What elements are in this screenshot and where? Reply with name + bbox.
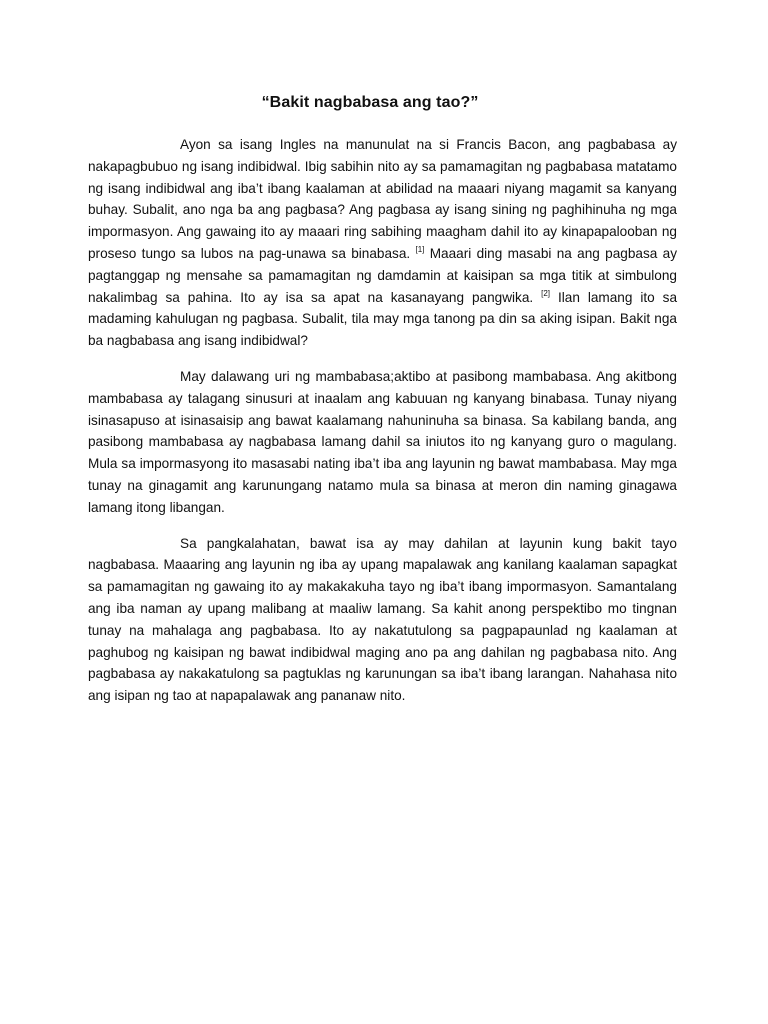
paragraph-3 [88, 533, 677, 707]
paragraph-text: Ayon sa isang Ingles na manunulat na si Francis Bacon, ang pagbabasa ay nakapagbubuo ng isang indibidwal. Ibig sabihin nito ay sa pamamagitan ng pagbabasa matatamo ng isang indibidwal ang iba’t ibang kaalaman at abilidad na maaari niyang magamit sa kanyang buhay. Subalit, ano nga ba ang pagbasa? Ang pagbasa ay isang sining ng paghihinuha ng mga impormasyon. Ang gawaing ito ay maaari ring sabihing maagham dahil ito ay kinapapalooban ng proseso tungo sa lubos na pag-unawa sa binabasa. [88, 137, 677, 261]
paragraph-text: May dalawang uri ng mambabasa;aktibo at pasibong mambabasa. Ang akitbong mambabasa ay talagang sinusuri at inaalam ang kabuuan ng kanyang binabasa. Tunay niyang isinasapuso at isinasaisip ang bawat kaalamang nahuninuha sa binasa. Sa kabilang banda, ang pasibong mambabasa ay nagbabasa lamang dahil sa iniutos ito ng kanyang guro o magulang. Mula sa impormasyong ito masasabi nating iba’t iba ang layunin ng bawat mambabasa. May mga tunay na ginagamit ang karunungang natamo mula sa binasa at meron din naming ginagawa lamang itong libangan. [88, 368, 677, 515]
footnote-ref-2: [2] [541, 288, 551, 298]
document-body [88, 134, 677, 721]
paragraph-text: Maaari ding masabi na ang pagbasa ay pagtanggap ng mensahe sa pamamagitan ng damdamin at kaisipan sa mga titik at simbulong nakalimbag sa pahina. Ito ay isa sa apat na kasanayang pangwika. [88, 245, 678, 305]
paragraph-1 [88, 134, 677, 352]
paragraph-2 [88, 366, 677, 519]
footnote-ref-1: [1] [415, 244, 425, 254]
document-title: “Bakit nagbabasa ang tao?” [261, 94, 479, 111]
paragraph-text: Ilan lamang ito sa madaming kahulugan ng pagbasa. Subalit, tila may mga tanong pa din sa aking isipan. Bakit nga ba nagbabasa ang isang indibidwal? [88, 289, 678, 349]
paragraph-text: Sa pangkalahatan, bawat isa ay may dahilan at layunin kung bakit tayo nagbabasa. Maaaring ang layunin ng iba ay upang mapalawak ang kanilang kaalaman sapagkat sa pamamagitan ng gawaing ito ay makakakuha tayo ng iba’t ibang impormasyon. Samantalang ang iba naman ay upang malibang at maaliw lamang. Sa kahit anong perspektibo mo tingnan tunay na mahalaga ang pagbabasa. Ito ay nakatutulong sa pagpapaunlad ng kaalaman at paghubog ng kaisipan ng bawat indibidwal maging ano pa ang dahilan ng pagbabasa nito. Ang pagbabasa ay nakakatulong sa pagtuklas ng karunungan sa iba’t ibang larangan. Nahahasa nito ang isipan ng tao at napapalawak ang pananaw nito. [88, 535, 677, 704]
